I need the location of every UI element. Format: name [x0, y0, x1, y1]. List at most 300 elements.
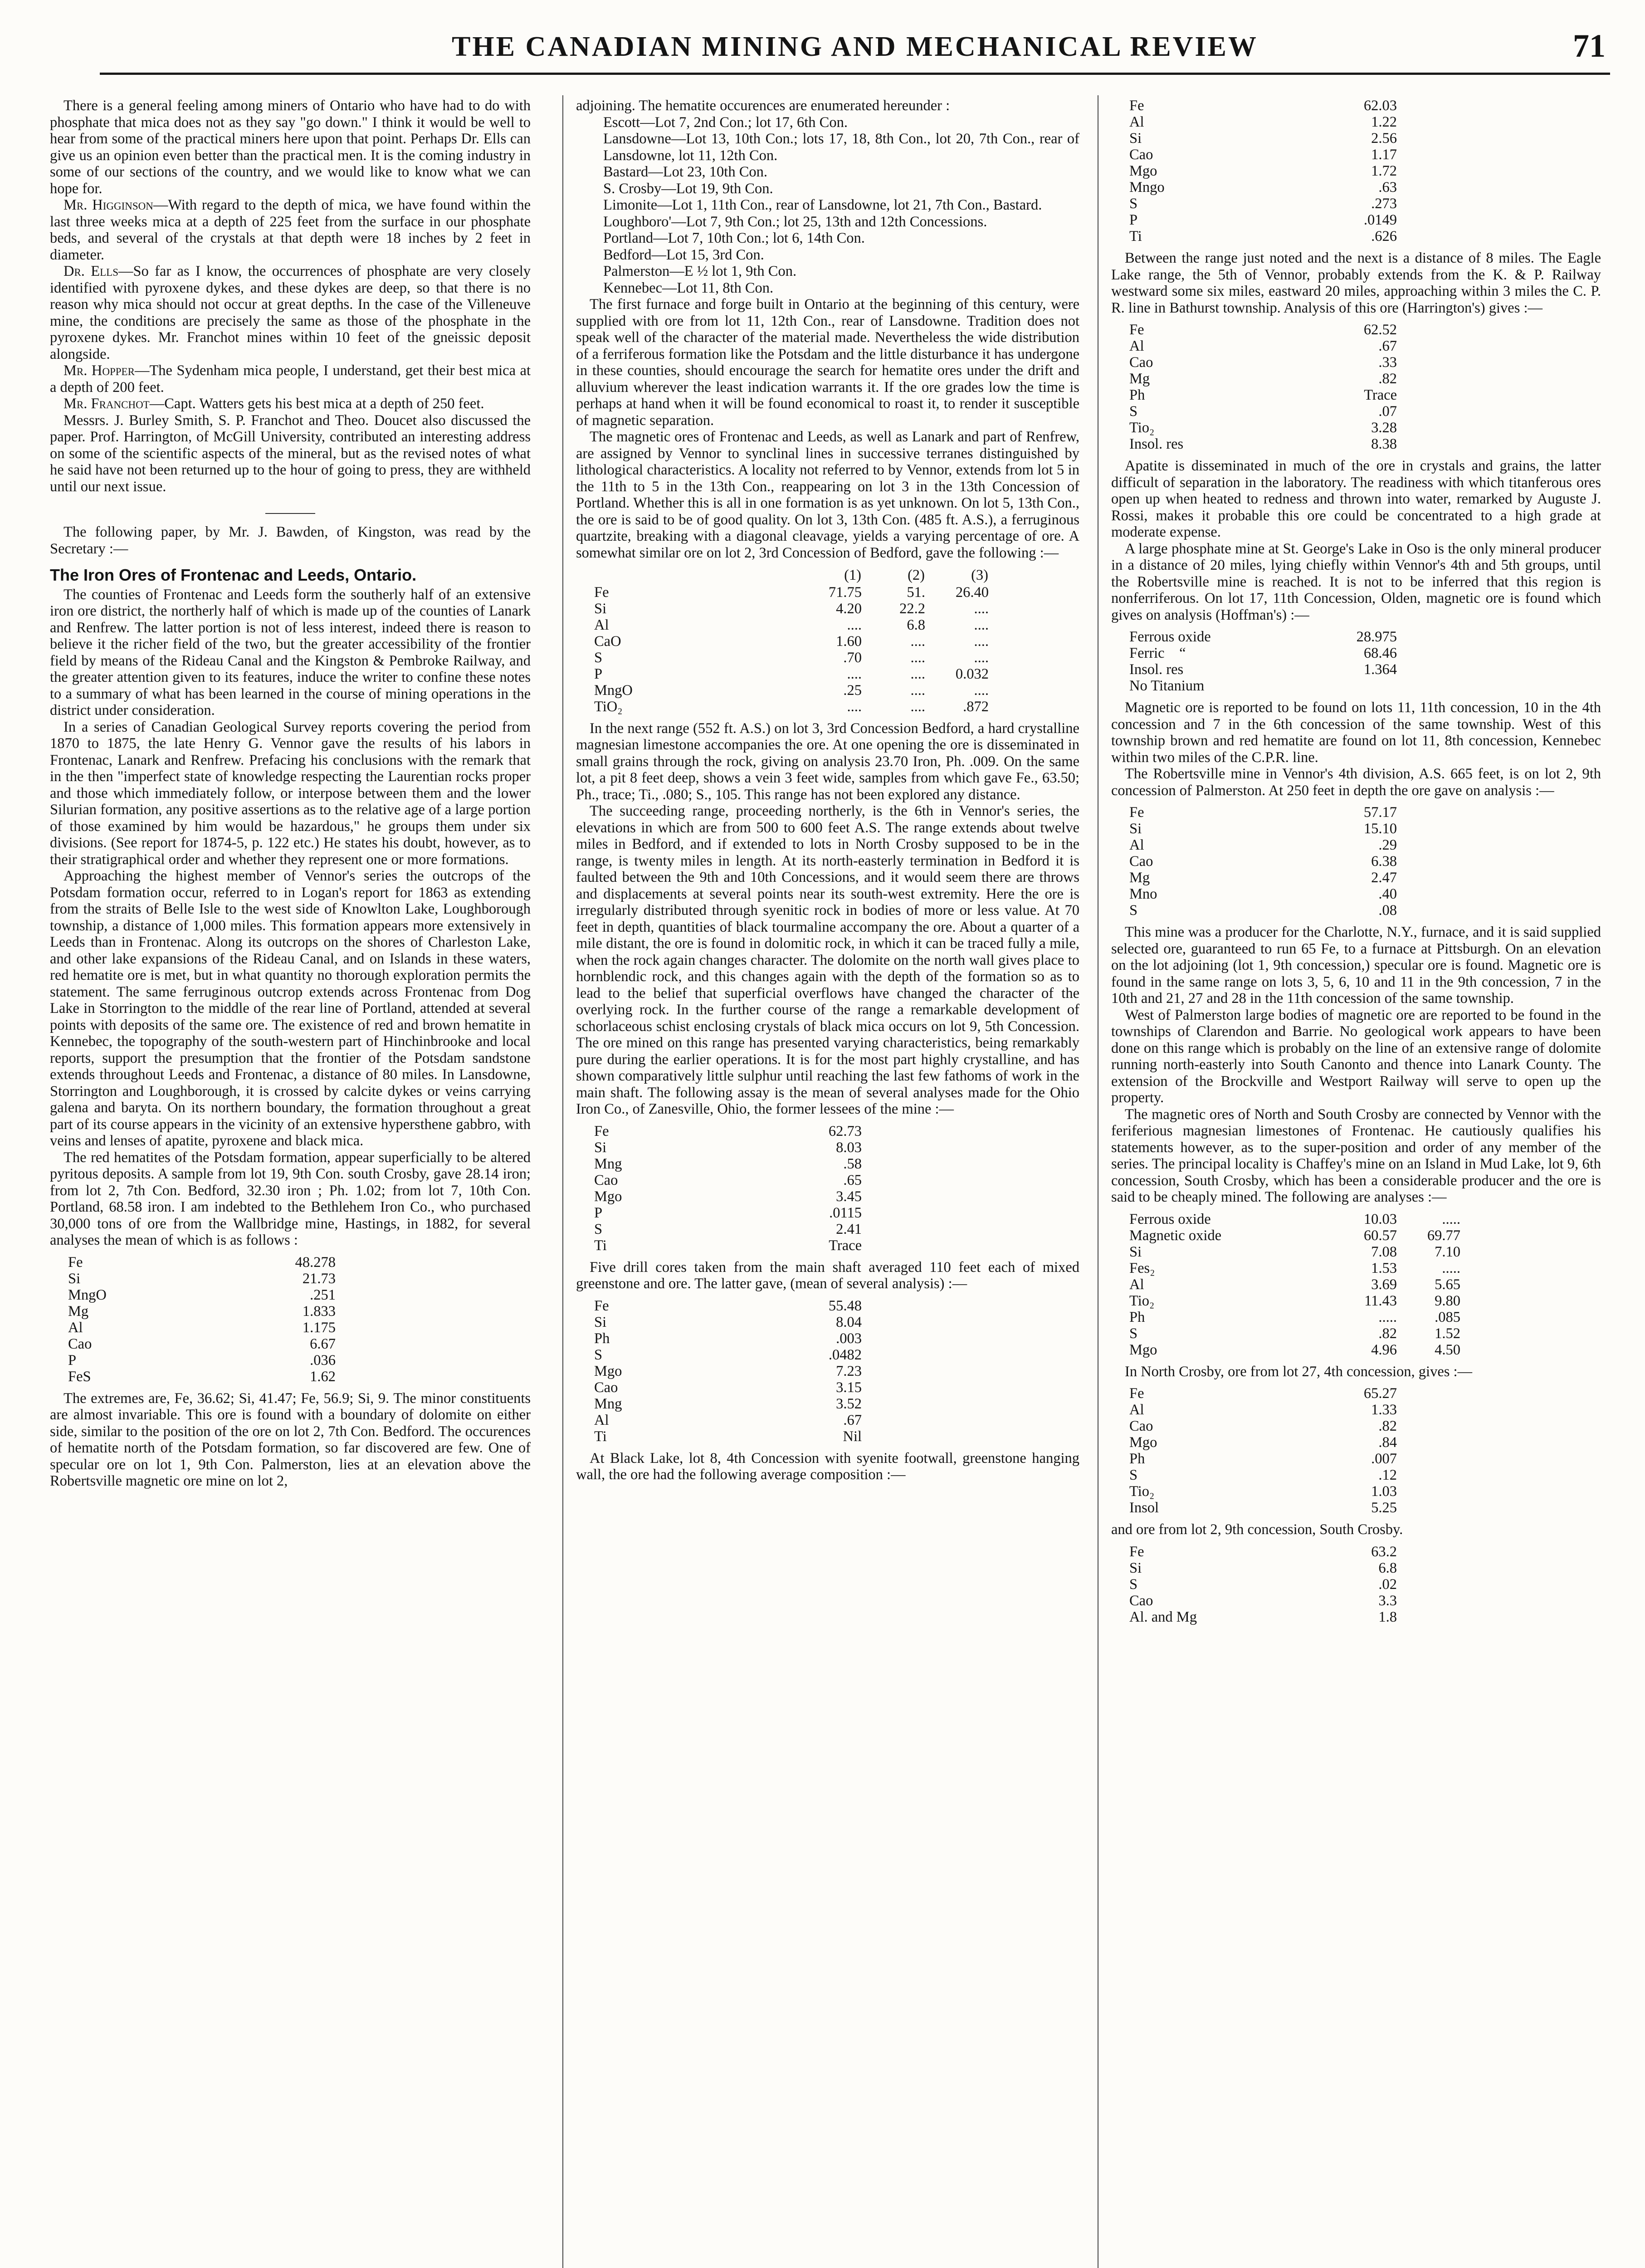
assay-row	[594, 682, 989, 699]
assay-row	[594, 1396, 862, 1412]
paragraph: The red hematites of the Potsdam formation, appear superficially to be altered pyritous deposits. A sample from lot 19, 9th Con. south Crosby, gave 28.14 iron; from lot 2, 7th Con. Bedford, 32.30 iron ; Ph. 1.02; from lot 7, 10th Con. Portland, 68.58 iron. I am indebted to the Bethlehem Iron Co., who purchased 30,000 tons of ore from the Wallbridge mine, Hastings, in 1882, for several analyses the mean of which is as follows :	[50, 1149, 531, 1248]
speaker-text: —Capt. Watters gets his best mica at a depth of 250 feet.	[149, 396, 484, 412]
assay-row	[1129, 1483, 1397, 1500]
assay-value: .0115	[829, 1204, 862, 1221]
paragraph	[50, 396, 531, 412]
assay-row	[1129, 1467, 1397, 1483]
assay-element: Mg	[1129, 870, 1150, 886]
assay-element: CaO	[594, 633, 621, 650]
assay-element: TiO₂	[594, 698, 623, 715]
assay-row	[1129, 98, 1397, 114]
assay-element: Ph	[1129, 387, 1145, 403]
assay-row	[68, 1336, 336, 1352]
assay-table	[1129, 98, 1397, 244]
article-heading: The Iron Ores of Frontenac and Leeds, Ontario.	[50, 566, 417, 584]
assay-row	[1129, 886, 1397, 902]
assay-value	[1324, 678, 1397, 694]
paragraph: In the next range (552 ft. A.S.) on lot 3, 3rd Concession Bedford, a hard crystalline magnesian limestone accompanies the ore. At one opening the ore is disseminated in small grains through the rock, giving on analysis 23.70 Iron, Ph. .009. On the same lot, a pit 8 feet deep, shows a vein 3 feet wide, samples from which gave Fe., 63.50; Ph., trace; Ti., .080; S., 105. This range has not been explored any distance.	[576, 720, 1079, 803]
assay-element: Tio₂	[1129, 420, 1155, 436]
assay-element: Fe	[68, 1254, 83, 1271]
assay-element: Fe	[594, 1123, 609, 1139]
assay-value: Trace	[829, 1237, 862, 1254]
assay-row	[1129, 338, 1397, 354]
paragraph: Five drill cores taken from the main shaft averaged 110 feet each of mixed greenstone and ore. The latter gave, (mean of several analysis) :—	[576, 1259, 1079, 1292]
assay-value: .251	[310, 1286, 336, 1303]
locality-item: Bedford—Lot 15, 3rd Con.	[603, 246, 764, 263]
assay-value: 51.	[907, 584, 925, 601]
assay-value: 9.80	[1435, 1292, 1460, 1309]
paragraph: Apatite is disseminated in much of the ore in crystals and grains, the latter difficult of separation in the laboratory. The readiness with which titanferous ores open up when heated to redness and thrown into water, remarked by Auguste J. Rossi, makes it probable this ore could be concentrated to a high grade at moderate expense.	[1111, 458, 1601, 540]
assay-column-header: (3)	[971, 567, 988, 583]
locality-item: Escott—Lot 7, 2nd Con.; lot 17, 6th Con.	[603, 114, 848, 131]
speaker-name: Dr. Ells	[63, 263, 119, 279]
assay-element: Cao	[1129, 853, 1153, 870]
assay-element: S	[1129, 902, 1138, 919]
assay-value: .67	[1378, 338, 1397, 354]
assay-table	[1129, 1211, 1460, 1358]
assay-row	[1129, 1402, 1397, 1418]
assay-row	[594, 666, 989, 682]
assay-value: .65	[843, 1172, 862, 1188]
assay-value: .84	[1378, 1434, 1397, 1451]
paragraph: A large phosphate mine at St. George's Lake in Oso is the only mineral producer in a distance of 20 miles, lying chiefly within Vennor's 4th and 5th groups, until the Robertsville mine is reached. It is not to be inferred that this region is nonferriferous. On lot 17, 11th Concession, Olden, magnetic ore is found which gives on analysis (Hoffman's) :—	[1111, 540, 1601, 623]
assay-value: 22.2	[899, 600, 925, 617]
assay-table	[594, 1123, 862, 1254]
assay-table	[1129, 804, 1397, 919]
assay-element: Fe	[594, 584, 609, 601]
assay-value: 4.20	[836, 600, 862, 617]
assay-element: S	[1129, 403, 1138, 420]
assay-element: Tio₂	[1129, 1292, 1155, 1309]
assay-row	[1129, 1593, 1397, 1609]
assay-element: Fes₂	[1129, 1260, 1155, 1276]
assay-row	[1129, 322, 1397, 338]
assay-row	[1129, 1276, 1460, 1293]
assay-element: Cao	[1129, 147, 1153, 163]
paragraph	[50, 263, 531, 362]
paragraph: Messrs. J. Burley Smith, S. P. Franchot and Theo. Doucet also discussed the paper. Prof. Harrington, of McGill University, contributed an interesting address on some of the scientific aspects of the mineral, but as the revised notes of what he said have not been returned up to the hour of going to press, they are withheld until our next issue.	[50, 412, 531, 495]
assay-row	[594, 1237, 862, 1254]
assay-value: .003	[836, 1330, 862, 1347]
assay-value: 8.03	[836, 1139, 862, 1156]
assay-row	[594, 1172, 862, 1188]
assay-row	[594, 650, 989, 666]
assay-element: Si	[68, 1270, 81, 1287]
page-header	[100, 18, 1610, 75]
assay-value: .....	[1442, 1260, 1460, 1276]
locality-item: Kennebec—Lot 11, 8th Con.	[603, 279, 774, 296]
locality-item: Palmerston—E ½ lot 1, 9th Con.	[603, 263, 797, 279]
assay-element: Fe	[1129, 322, 1144, 338]
assay-value: .085	[1435, 1309, 1460, 1325]
assay-row	[1129, 403, 1397, 420]
assay-row	[68, 1320, 336, 1336]
assay-value: .67	[843, 1412, 862, 1428]
assay-row	[594, 601, 989, 617]
assay-value: 5.25	[1371, 1500, 1397, 1516]
assay-row	[1129, 1385, 1397, 1402]
paragraph: In a series of Canadian Geological Survey reports covering the period from 1870 to 1875, the late Henry G. Vennor gave the results of his labors in Frontenac, Lanark and Renfrew. Prefacing his conclusions with the remark that in the then "imperfect state of knowledge respecting the Laurentian rocks proper and those which immediately follow, or interpose between them and the lower Silurian formation, any positive assertions as to the relative age of a large portion of those examined by him would be hazardous," he groups them under six divisions. (See report for 1874-5, p. 122 etc.) He states his doubt, however, as to their stratigraphical order and whether they represent one or more formations.	[50, 719, 531, 868]
assay-value: .12	[1378, 1467, 1397, 1483]
assay-value: 3.69	[1371, 1276, 1397, 1293]
assay-value: 48.278	[295, 1254, 336, 1271]
assay-value: 71.75	[828, 584, 862, 601]
assay-row	[594, 1298, 862, 1314]
assay-value: ....	[847, 665, 862, 682]
assay-value: 1.22	[1371, 114, 1397, 130]
assay-value: Trace	[1364, 387, 1397, 403]
assay-value: 1.52	[1435, 1325, 1460, 1342]
assay-value: ....	[910, 698, 925, 715]
assay-element: Ferric “	[1129, 645, 1186, 661]
assay-value: 69.77	[1427, 1227, 1460, 1244]
assay-element: S	[594, 1346, 603, 1363]
assay-row	[1129, 1544, 1397, 1560]
assay-value: 6.8	[1378, 1559, 1397, 1576]
assay-element: Fe	[1129, 1385, 1144, 1402]
paragraph	[50, 362, 531, 396]
paragraph: adjoining. The hematite occurences are enumerated hereunder :	[576, 98, 950, 114]
assay-value: 1.72	[1371, 163, 1397, 179]
assay-value: 2.56	[1371, 130, 1397, 147]
assay-element: Cao	[1129, 1418, 1153, 1434]
assay-value: .872	[963, 698, 989, 715]
assay-row	[594, 584, 989, 601]
assay-element: Mngo	[1129, 179, 1165, 196]
assay-element: Fe	[1129, 1543, 1144, 1560]
assay-value: 11.43	[1364, 1292, 1397, 1309]
assay-value: .626	[1371, 228, 1397, 244]
assay-row	[1129, 163, 1397, 179]
assay-element: Insol. res	[1129, 661, 1184, 678]
assay-value: 3.45	[836, 1188, 862, 1205]
assay-value: .70	[843, 649, 862, 666]
assay-element: Insol	[1129, 1500, 1159, 1516]
assay-value: .58	[843, 1155, 862, 1172]
assay-element: Mg	[1129, 371, 1150, 387]
assay-row	[594, 1330, 862, 1347]
assay-row	[594, 617, 989, 633]
assay-element: S	[1129, 1576, 1138, 1593]
assay-table	[594, 567, 989, 715]
assay-row	[1129, 902, 1397, 919]
column-2	[576, 98, 1079, 1483]
paragraph: The Robertsville mine in Vennor's 4th division, A.S. 665 feet, is on lot 2, 9th concession of Palmerston. At 250 feet in depth the ore gave on analysis :—	[1111, 766, 1601, 799]
paragraph: The first furnace and forge built in Ontario at the beginning of this century, were supplied with ore from lot 11, 12th Con., rear of Lansdowne. Tradition does not speak well of the character of the material made. Nevertheless the wide distribution of a ferriferous formation like the Potsdam and the little disturbance it has undergone in these counties, should encourage the search for hematite ores under the drift and alluvium wherever the least indication warrants it. If the ore grades low the time is perhaps at hand when it will be found economical to roast it, to render it susceptible of magnetic separation.	[576, 296, 1079, 429]
assay-value: 63.2	[1371, 1543, 1397, 1560]
assay-element: Tio₂	[1129, 1483, 1155, 1500]
locality-item: Bastard—Lot 23, 10th Con.	[603, 164, 767, 180]
assay-value: ....	[910, 682, 925, 699]
assay-row	[68, 1303, 336, 1320]
assay-element: P	[68, 1352, 77, 1369]
assay-row	[594, 1221, 862, 1237]
assay-row	[1129, 1500, 1397, 1516]
assay-row	[68, 1287, 336, 1303]
speaker-text: —The Sydenham mica people, I understand, get their best mica at a depth of 200 feet.	[50, 362, 531, 396]
assay-row	[1129, 212, 1397, 228]
assay-value: 2.41	[836, 1221, 862, 1237]
locality-item: S. Crosby—Lot 19, 9th Con.	[603, 180, 773, 197]
assay-row	[1129, 1576, 1397, 1593]
assay-value: 21.73	[302, 1270, 336, 1287]
assay-value: .08	[1378, 902, 1397, 919]
assay-value: .02	[1378, 1576, 1397, 1593]
assay-header-row	[594, 567, 989, 584]
assay-value: 55.48	[828, 1297, 862, 1314]
assay-row	[1129, 436, 1397, 452]
paragraph: There is a general feeling among miners of Ontario who have had to do with phosphate that mica does not as they say "go down." I think it would be well to hear from some of the practical miners here upon that point. Perhaps Dr. Ells can give us an opinion even better than the practical men. It is the coming industry in some of our sections of the country, and we would like to know what we can hope for.	[50, 98, 531, 197]
column-1	[50, 98, 531, 1490]
assay-value: .25	[843, 682, 862, 699]
assay-element: Si	[594, 1314, 607, 1330]
assay-row	[1129, 1309, 1460, 1325]
assay-element: Si	[1129, 1243, 1142, 1260]
assay-element: Ti	[594, 1428, 607, 1445]
locality-item: Limonite—Lot 1, 11th Con., rear of Lansdowne, lot 21, 7th Con., Bastard.	[603, 197, 1042, 213]
assay-row	[1129, 179, 1397, 196]
assay-element: P	[1129, 212, 1138, 228]
assay-value: 65.27	[1363, 1385, 1397, 1402]
assay-value: 1.03	[1371, 1483, 1397, 1500]
assay-element: Al	[1129, 114, 1144, 130]
assay-value: 57.17	[1363, 804, 1397, 821]
assay-value: .82	[1378, 371, 1397, 387]
assay-value: ....	[910, 665, 925, 682]
assay-element: Mgo	[1129, 1434, 1157, 1451]
assay-table	[68, 1254, 336, 1385]
assay-value: ....	[847, 698, 862, 715]
assay-value: 1.8	[1378, 1608, 1397, 1625]
paragraph: The extremes are, Fe, 36.62; Si, 41.47; Fe, 56.9; Si, 9. The minor constituents are almost invariable. This ore is found with a boundary of dolomite on either side, similar to the position of the ore on lot 2, 7th Con. Bedford. The occurences of hematite north of the Potsdam formation, so far discovered are few. One of specular ore on lot 1, 9th Con. Palmerston, lies at an elevation above the Robertsville magnetic ore mine on lot 2,	[50, 1390, 531, 1489]
assay-element: Mgo	[594, 1363, 622, 1379]
assay-element: Mng	[594, 1155, 622, 1172]
paragraph: and ore from lot 2, 9th concession, South Crosby.	[1111, 1521, 1403, 1538]
assay-row	[1129, 1434, 1397, 1451]
assay-row	[1129, 804, 1397, 821]
assay-row	[594, 1428, 862, 1445]
assay-element: Ti	[1129, 228, 1142, 244]
assay-element: Si	[1129, 821, 1142, 837]
assay-row	[1129, 130, 1397, 147]
assay-row	[1129, 629, 1397, 645]
assay-element: FeS	[68, 1368, 91, 1385]
assay-element: Mgo	[1129, 1341, 1157, 1358]
assay-element: Mgo	[594, 1188, 622, 1205]
assay-row	[594, 1205, 862, 1221]
assay-row	[68, 1254, 336, 1271]
assay-value: 1.175	[302, 1319, 336, 1336]
assay-value: .....	[1378, 1309, 1397, 1325]
assay-element: Cao	[594, 1379, 618, 1396]
assay-row	[594, 1139, 862, 1156]
assay-row	[1129, 114, 1397, 130]
locality-item: Lansdowne—Lot 13, 10th Con.; lots 17, 18, 8th Con., lot 20, 7th Con., rear of Lansdowne, lot 11, 12th Con.	[603, 131, 1079, 164]
assay-value: 4.50	[1435, 1341, 1460, 1358]
assay-element: Si	[594, 1139, 607, 1156]
paragraph: The succeeding range, proceeding northerly, is the 6th in Vennor's series, the elevations in which are from 500 to 600 feet A.S. The range extends about twelve miles in Bedford, and if extended to lots in North Crosby supposed to be in the range, is twenty miles in length. At its north-easterly termination in Bedford it is faulted between the 9th and 10th Concessions, and it would seem there are throws and displacements at several points near its south-west extremity. Here the ore is irregularly distributed through syenitic rock in bodies of more or less value. At 70 feet in depth, quantities of black tourmaline accompany the ore. About a quarter of a mile distant, the ore is found in dolomitic rock, in which it can be traced fully a mile, when the rock again changes character. The dolomite on the north wall gives place to hornblendic rock, and this changes again with the depth of the formation so as to lead to the belief that superficial overflows have changed the character of the overlying rock. In the further course of the range a remarkable development of schorlaceous schist enclosing crystals of black mica occurs on lot 9, 5th Concession. The ore mined on this range has presented varying characteristics, being remarkably pure during the earlier operations. It is for the most part highly crystalline, and has shown comparatively little sulphur until reaching the last few fathoms of work in the main shaft. The following assay is the mean of several analyses made for the Ohio Iron Co., of Zanesville, Ohio, the former lessees of the mine :—	[576, 803, 1079, 1117]
assay-value: 2.47	[1371, 870, 1397, 886]
column-3	[1111, 98, 1601, 1631]
assay-value: .....	[1442, 1211, 1460, 1227]
assay-value: Nil	[843, 1428, 862, 1445]
assay-element: Si	[1129, 130, 1142, 147]
assay-row	[1129, 1260, 1460, 1276]
assay-element: Ph	[1129, 1309, 1145, 1325]
assay-element: Cao	[594, 1172, 618, 1188]
assay-row	[1129, 147, 1397, 163]
assay-value: 7.08	[1371, 1243, 1397, 1260]
assay-value: ....	[974, 616, 989, 633]
assay-row	[1129, 645, 1397, 661]
locality-list	[576, 114, 1079, 297]
locality-item: Portland—Lot 7, 10th Con.; lot 6, 14th Con.	[603, 230, 865, 246]
speaker-text: —With regard to the depth of mica, we have found within the last three weeks mica at a depth of 225 feet from the surface in our phosphate beds, and several of the crystals at that depth were 18 inches by 2 feet in diameter.	[50, 197, 531, 263]
assay-value: .82	[1378, 1418, 1397, 1434]
assay-element: P	[594, 665, 603, 682]
assay-value: 5.65	[1435, 1276, 1460, 1293]
column-rule-1	[562, 95, 563, 2268]
assay-row	[1129, 420, 1397, 436]
assay-value: 60.57	[1363, 1227, 1397, 1244]
paragraph: The magnetic ores of Frontenac and Leeds, as well as Lanark and part of Renfrew, are assigned by Vennor to synclinal lines in successive terranes distinguished by lithological characteristics. A locality not referred to by Vennor, extends from lot 5 in the 11th to 5 in the 13th Con., reappearing on lot 3 in the 13th Concession of Portland. Whether this is all in one formation is as yet unknown. On lot 5, 13th Con., the ore is said to be of good quality. On lot 3, 13th Con. (485 ft. A.S.), a ferruginous quartzite, breaking with a diagonal cleavage, yields a varying percentage of ore. A somewhat similar ore on lot 2, 3rd Concession of Bedford, gave the following :—	[576, 429, 1079, 561]
assay-value: ....	[974, 600, 989, 617]
assay-element: S	[1129, 196, 1138, 212]
assay-row	[594, 1314, 862, 1330]
assay-row	[1129, 1560, 1397, 1576]
assay-element: S	[1129, 1467, 1138, 1483]
assay-value: 8.38	[1371, 436, 1397, 452]
assay-row	[1129, 1244, 1460, 1260]
assay-element: No Titanium	[1129, 678, 1205, 694]
paragraph: The following paper, by Mr. J. Bawden, of Kingston, was read by the Secretary :—	[50, 524, 531, 557]
assay-value: ....	[910, 649, 925, 666]
assay-element: Cao	[68, 1335, 92, 1352]
assay-row	[1129, 1342, 1460, 1358]
assay-element: Al	[594, 616, 609, 633]
assay-column-header: (2)	[908, 567, 925, 583]
assay-element: Ferrous oxide	[1129, 1211, 1211, 1227]
assay-element: Mno	[1129, 886, 1157, 902]
assay-value: 62.52	[1363, 322, 1397, 338]
assay-element: Al	[68, 1319, 83, 1336]
assay-table	[594, 1298, 862, 1445]
assay-row	[594, 1156, 862, 1172]
assay-row	[68, 1271, 336, 1287]
assay-value: ....	[847, 616, 862, 633]
assay-column-header: (1)	[844, 567, 861, 583]
assay-value: ....	[974, 633, 989, 650]
assay-row	[594, 1347, 862, 1363]
paragraph: This mine was a producer for the Charlotte, N.Y., furnace, and it is said supplied selected ore, guaranteed to run 65 Fe, to a furnace at Pittsburgh. On an elevation on the lot adjoining (lot 1, 9th concession,) specular ore is found. Magnetic ore is found in the same range on lots 3, 5, 6, 10 and 11 in the 9th concession, 7 in the 10th and 21, 27 and 28 in the 11th concession of the same township.	[1111, 924, 1601, 1007]
assay-value: 1.33	[1371, 1402, 1397, 1418]
assay-element: Fe	[1129, 804, 1144, 821]
assay-element: MngO	[594, 682, 633, 699]
paragraph: At Black Lake, lot 8, 4th Concession with syenite footwall, greenstone hanging wall, the ore had the following average composition :—	[576, 1450, 1079, 1483]
assay-value: 4.96	[1371, 1341, 1397, 1358]
paragraph: Between the range just noted and the next is a distance of 8 miles. The Eagle Lake range, the 5th of Vennor, probably extends from the K. & P. Railway westward some six miles, eastward 20 miles, approaching within 3 miles the C. P. R. line in Bathurst township. Analysis of this ore (Harrington's) gives :—	[1111, 250, 1601, 316]
assay-table	[1129, 1385, 1397, 1516]
section-separator	[265, 513, 315, 514]
assay-table	[1129, 1544, 1397, 1625]
assay-element: Ph	[1129, 1451, 1145, 1467]
assay-row	[594, 1188, 862, 1205]
assay-value: 6.38	[1371, 853, 1397, 870]
locality-item: Loughboro'—Lot 7, 9th Con.; lot 25, 13th and 12th Concessions.	[603, 213, 987, 230]
assay-value: 62.03	[1363, 98, 1397, 114]
assay-row	[594, 1123, 862, 1139]
assay-value: 6.67	[310, 1335, 336, 1352]
assay-row	[1129, 1451, 1397, 1467]
assay-value: .33	[1378, 354, 1397, 371]
assay-value: 3.3	[1378, 1592, 1397, 1609]
assay-element: Al. and Mg	[1129, 1608, 1197, 1625]
assay-value: .273	[1371, 196, 1397, 212]
assay-element: Cao	[1129, 354, 1153, 371]
assay-table	[1129, 629, 1397, 694]
page-number: 71	[1573, 28, 1606, 64]
assay-element: Al	[1129, 338, 1144, 354]
assay-element: Ti	[594, 1237, 607, 1254]
assay-value: 6.8	[907, 616, 925, 633]
assay-element: S	[1129, 1325, 1138, 1342]
assay-row	[1129, 837, 1397, 853]
assay-element: Magnetic oxide	[1129, 1227, 1222, 1244]
assay-value: 10.03	[1363, 1211, 1397, 1227]
assay-element: Mng	[594, 1395, 622, 1412]
speaker-name: Mr. Franchot	[63, 396, 150, 412]
assay-row	[1129, 1609, 1397, 1625]
assay-row	[594, 1412, 862, 1428]
assay-element: Al	[594, 1412, 609, 1428]
assay-value: ....	[974, 649, 989, 666]
assay-element: Mgo	[1129, 163, 1157, 179]
assay-value: .63	[1378, 179, 1397, 196]
paragraph	[50, 197, 531, 263]
assay-element: Si	[1129, 1559, 1142, 1576]
speaker-text: —So far as I know, the occurrences of phosphate are very closely identified with pyroxene dykes, and these dykes are deep, so that there is no reason why mica should not occur at great depths. In the case of the Villeneuve mine, the conditions are precisely the same as those of the phosphate in the pyroxene dykes. Mr. Franchot mines within 10 feet of the gneissic deposit alongside.	[50, 263, 531, 362]
assay-value: 26.40	[955, 584, 989, 601]
assay-row	[594, 1363, 862, 1379]
assay-element: Fe	[1129, 98, 1144, 114]
assay-value: 0.032	[955, 665, 989, 682]
assay-row	[68, 1352, 336, 1369]
paragraph: West of Palmerston large bodies of magnetic ore are reported to be found in the townships of Clarendon and Barrie. No geological work appears to have been done on this range which is probably on the line of an extensive range of dolomite running north-easterly into South Canonto and thence into Lanark County. The extension of the Brockville and Westport Railway will serve to open up the property.	[1111, 1007, 1601, 1106]
paragraph: In North Crosby, ore from lot 27, 4th concession, gives :—	[1125, 1363, 1473, 1380]
assay-row	[1129, 1227, 1460, 1244]
assay-value: .0482	[828, 1346, 862, 1363]
assay-value: 28.975	[1356, 629, 1397, 645]
assay-value: 1.833	[302, 1303, 336, 1320]
assay-row	[1129, 354, 1397, 371]
assay-element: Al	[1129, 1402, 1144, 1418]
assay-value: .82	[1378, 1325, 1397, 1342]
assay-value: 7.10	[1435, 1243, 1460, 1260]
assay-value: 15.10	[1363, 821, 1397, 837]
journal-title: THE CANADIAN MINING AND MECHANICAL REVIEW	[452, 31, 1258, 62]
assay-row	[594, 699, 989, 715]
assay-element: S	[594, 1221, 603, 1237]
assay-row	[68, 1369, 336, 1385]
assay-value: 1.62	[310, 1368, 336, 1385]
speaker-name: Mr. Hopper	[63, 362, 135, 379]
assay-row	[1129, 1293, 1460, 1309]
assay-value: 3.52	[836, 1395, 862, 1412]
assay-value: 3.28	[1371, 420, 1397, 436]
assay-value: 7.23	[836, 1363, 862, 1379]
assay-value: 1.53	[1371, 1260, 1397, 1276]
assay-element: MngO	[68, 1286, 107, 1303]
